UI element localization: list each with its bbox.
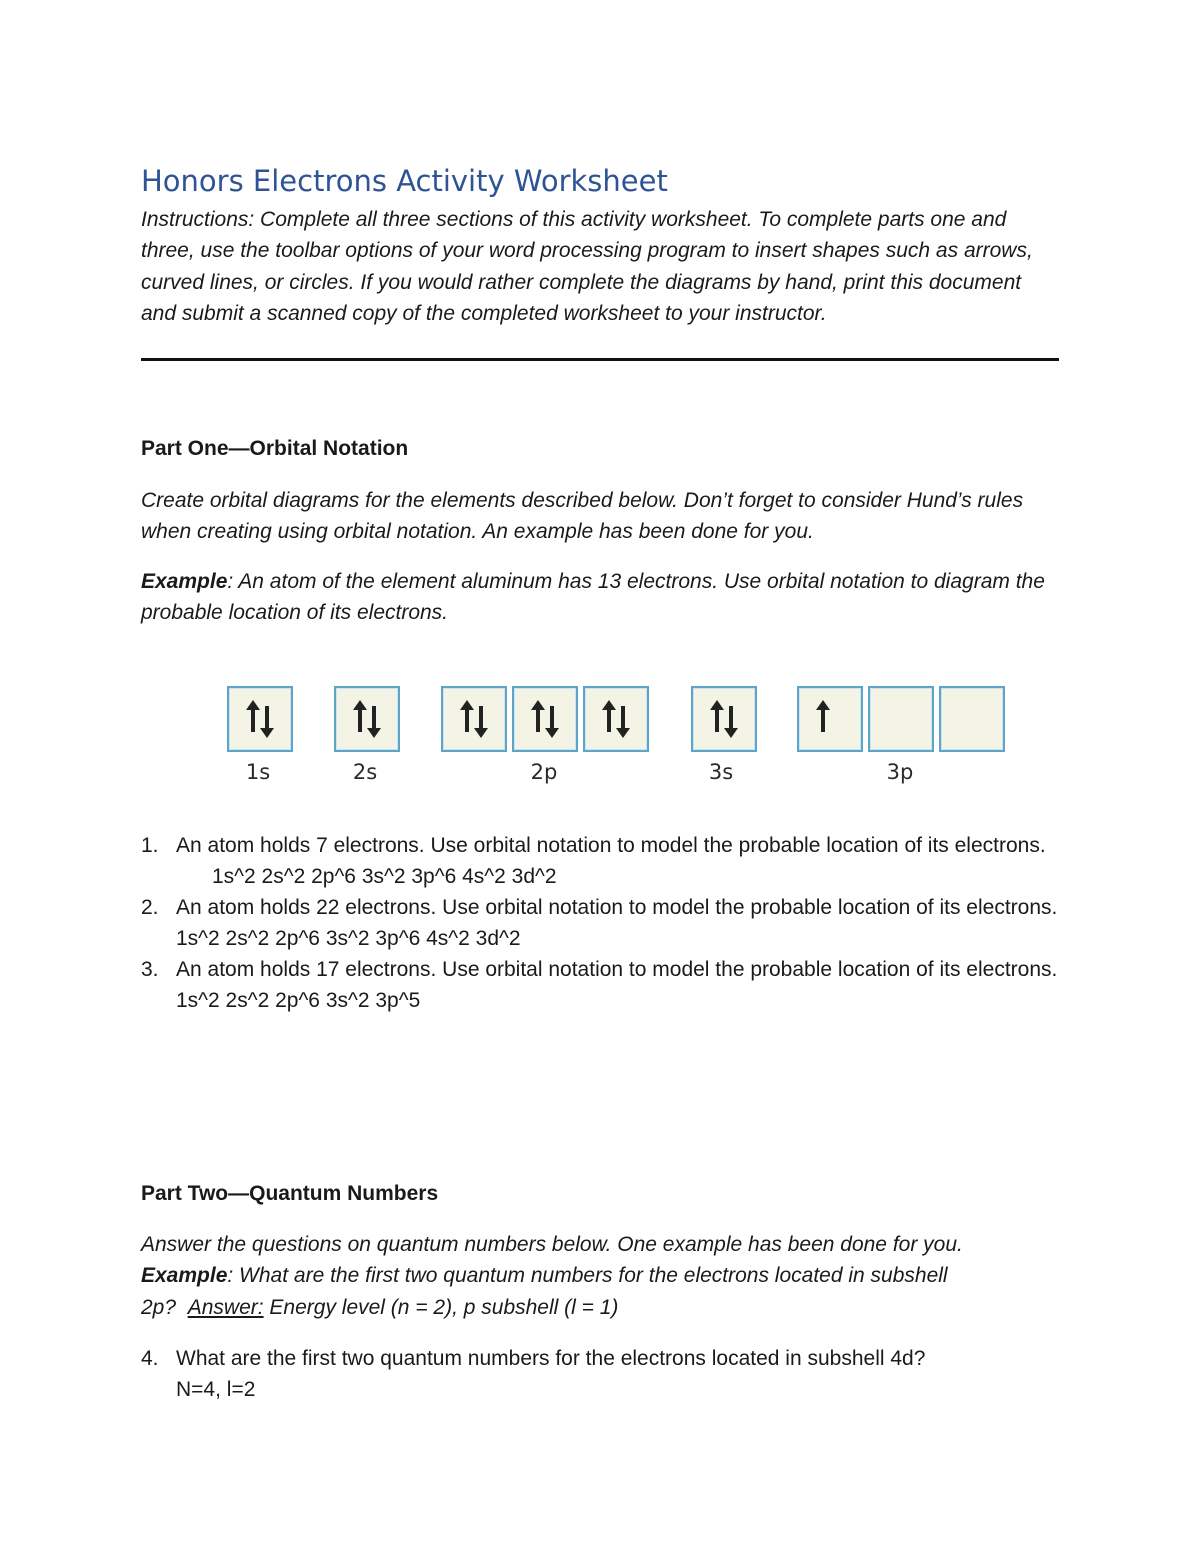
- spin-up-arrow-icon: [353, 700, 367, 732]
- example-label: Example: [141, 570, 228, 593]
- answer-text: 1s^2 2s^2 2p^6 3s^2 3p^6 4s^2 3d^2: [212, 865, 557, 888]
- spin-down-arrow-icon: [474, 706, 488, 738]
- part-two-intro-text: Answer the questions on quantum numbers below. One example has been done for you.: [141, 1233, 963, 1256]
- answer-text: 1s^2 2s^2 2p^6 3s^2 3p^5: [176, 989, 421, 1012]
- electron-arrows: [443, 688, 505, 750]
- list-item: [141, 1343, 1059, 1405]
- spin-down-arrow-icon: [260, 706, 274, 738]
- example-label: Example: [141, 1264, 228, 1288]
- question-text: An atom holds 7 electrons. Use orbital notation to model the probable location of its electrons.: [176, 834, 1046, 857]
- orbital-box-2p-3: [583, 686, 649, 752]
- spin-down-arrow-icon: [724, 706, 738, 738]
- list-item: [141, 954, 1059, 1016]
- example-text: : What are the first two quantum numbers for the electrons located in subshell 2p?: [141, 1264, 948, 1319]
- list-item: [141, 830, 1059, 892]
- answer-text: N=4, l=2: [176, 1378, 256, 1401]
- orbital-box-3p-1: [797, 686, 863, 752]
- answer-label: Answer:: [187, 1295, 264, 1319]
- orbital-label-2s: 2s: [352, 760, 378, 784]
- orbital-label-2p: 2p: [530, 760, 558, 784]
- electron-arrows: [229, 688, 291, 750]
- question-number: 2.: [141, 896, 159, 919]
- orbital-box-3p-3: [939, 686, 1005, 752]
- question-number: 4.: [141, 1347, 159, 1370]
- part-two-intro: [141, 1229, 1059, 1323]
- question-number: 3.: [141, 958, 159, 981]
- orbital-box-3s: [691, 686, 757, 752]
- question-text: What are the first two quantum numbers for the electrons located in subshell 4d?: [176, 1347, 926, 1370]
- part-two-question-list: [141, 1343, 1059, 1405]
- orbital-label-1s: 1s: [245, 760, 271, 784]
- orbital-box-2s: [334, 686, 400, 752]
- page-title: Honors Electrons Activity Worksheet: [141, 164, 668, 198]
- electron-arrows: [514, 688, 576, 750]
- spin-up-arrow-icon: [710, 700, 724, 732]
- orbital-box-1s: [227, 686, 293, 752]
- spin-down-arrow-icon: [616, 706, 630, 738]
- orbital-label-3s: 3s: [708, 760, 734, 784]
- question-number: 1.: [141, 834, 159, 857]
- part-one-example: [141, 566, 1059, 629]
- part-one-intro: Create orbital diagrams for the elements described below. Don’t forget to consider Hund’s rules when creating using orbital notation. An example has been done for you.: [141, 489, 1024, 544]
- divider: [141, 358, 1059, 361]
- answer-text: 1s^2 2s^2 2p^6 3s^2 3p^6 4s^2 3d^2: [176, 927, 521, 950]
- spin-down-arrow-icon: [545, 706, 559, 738]
- spin-up-arrow-icon: [460, 700, 474, 732]
- electron-arrows: [336, 688, 398, 750]
- spin-up-arrow-icon: [602, 700, 616, 732]
- question-text: An atom holds 17 electrons. Use orbital notation to model the probable location of its electrons.: [176, 958, 1058, 981]
- orbital-diagram: [141, 686, 1059, 796]
- spin-up-arrow-icon: [246, 700, 260, 732]
- part-one-question-list: [141, 830, 1059, 1016]
- spin-up-arrow-icon: [816, 700, 830, 732]
- part-two-heading: Part Two—Quantum Numbers: [141, 1182, 439, 1205]
- example-text: : An atom of the element aluminum has 13 electrons. Use orbital notation to diagram the probable location of its electrons.: [141, 570, 1045, 625]
- question-text: An atom holds 22 electrons. Use orbital notation to model the probable location of its electrons.: [176, 896, 1058, 919]
- orbital-box-2p-2: [512, 686, 578, 752]
- list-item: [141, 892, 1059, 954]
- electron-arrows: [693, 688, 755, 750]
- instructions-text: Instructions: Complete all three sections of this activity worksheet. To complete parts one and three, use the toolbar options of your word processing program to insert shapes such as arrows, curved lines, or circles. If you would rather complete the diagrams by hand, print this document and submit a scanned copy of the completed worksheet to your instructor.: [141, 208, 1033, 325]
- electron-arrows: [585, 688, 647, 750]
- spin-up-arrow-icon: [531, 700, 545, 732]
- example-answer-text: Energy level (n = 2), p subshell (l = 1): [263, 1295, 619, 1319]
- orbital-label-3p: 3p: [886, 760, 914, 784]
- orbital-box-2p-1: [441, 686, 507, 752]
- spin-down-arrow-icon: [367, 706, 381, 738]
- orbital-box-3p-2: [868, 686, 934, 752]
- part-one-heading: Part One—Orbital Notation: [141, 437, 409, 460]
- electron-arrows: [799, 688, 861, 750]
